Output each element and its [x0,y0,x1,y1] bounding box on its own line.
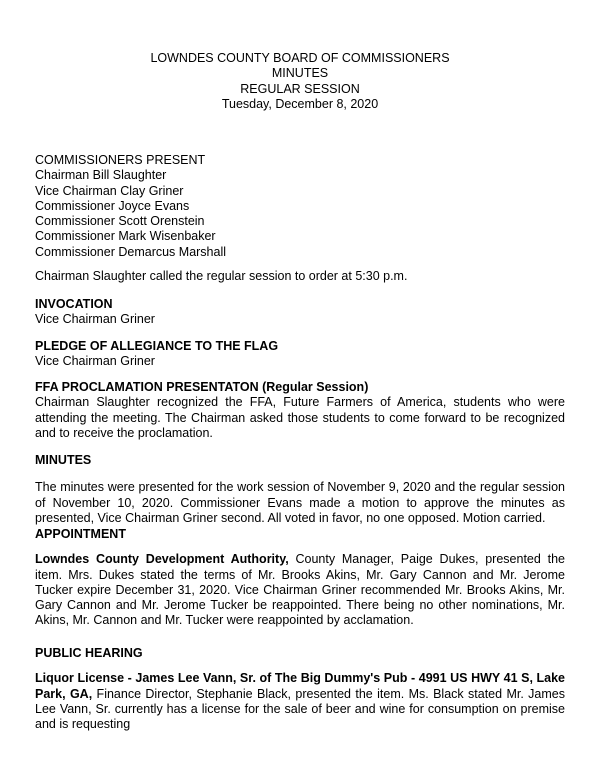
commissioners-present-section [35,153,565,260]
invocation-text: Vice Chairman Griner [35,312,155,327]
pledge-text: Vice Chairman Griner [35,354,155,369]
invocation-heading: INVOCATION [35,297,113,311]
document-type: MINUTES [271,66,329,81]
minutes-section [35,453,565,526]
pledge-section [35,339,565,370]
ffa-section [35,380,565,441]
public-hearing-lead: Liquor License - James Lee Vann, Sr. of The Big Dummy's Pub - 4991 US HWY 41 S, Lake Park, GA, [35,671,565,701]
invocation-section [35,297,565,328]
appointment-paragraph [35,552,565,628]
pledge-heading: PLEDGE OF ALLEGIANCE TO THE FLAG [35,339,279,353]
commissioners-present-title: COMMISSIONERS PRESENT [35,153,206,167]
minutes-text: The minutes were presented for the work session of November 9, 2020 and the regular session of November 10, 2020. Commissioner Evans made a motion to approve the minutes as presented, Vice Chairman Griner second. All voted in favor, no one opposed. Motion carried. [35,480,565,525]
ffa-heading: FFA PROCLAMATION PRESENTATON (Regular Session) [35,380,369,394]
appointment-section [35,527,565,629]
public-hearing-paragraph [35,671,565,732]
member-line: Commissioner Mark Wisenbaker [35,229,216,244]
call-to-order-text: Chairman Slaughter called the regular session to order at 5:30 p.m. [35,269,408,283]
appointment-lead: Lowndes County Development Authority, [35,552,289,567]
member-line: Commissioner Joyce Evans [35,198,190,213]
member-line: Vice Chairman Clay Griner [35,183,184,198]
public-hearing-text: Finance Director, Stephanie Black, presented the item. Ms. Black stated Mr. James Lee Vann, Sr. currently has a license for the sale of beer and wine for consumption on premise and is requesting [35,686,566,732]
ffa-text: Chairman Slaughter recognized the FFA, Future Farmers of America, students who were attending the meeting. The Chairman asked those students to come forward to be recognized and to receive the proclamation. [35,395,565,440]
member-line: Chairman Bill Slaughter [35,168,167,183]
document-header [0,51,600,112]
session-type: REGULAR SESSION [240,81,360,96]
appointment-text: County Manager, Paige Dukes, presented the item. Mrs. Dukes stated the terms of Mr. Brooks Akins, Mr. Gary Cannon and Mr. Jerome Tucker expire December 31, 2020. Vice Chairman Griner recommended Mr. Brooks Akins, Mr. Gary Cannon and Mr. Jerome Tucker be reappointed. There being no other nominations, Mr. Akins, Mr. Cannon and Mr. Tucker were reappointed by acclamation. [35,552,565,628]
minutes-heading: MINUTES [35,453,92,467]
meeting-date: Tuesday, December 8, 2020 [221,96,379,111]
appointment-heading: APPOINTMENT [35,527,126,541]
public-hearing-heading: PUBLIC HEARING [35,646,143,660]
call-to-order [35,269,565,284]
board-name: LOWNDES COUNTY BOARD OF COMMISSIONERS [150,51,450,65]
member-line: Commissioner Scott Orenstein [35,214,205,229]
public-hearing-section [35,646,565,732]
member-line: Commissioner Demarcus Marshall [35,244,227,259]
